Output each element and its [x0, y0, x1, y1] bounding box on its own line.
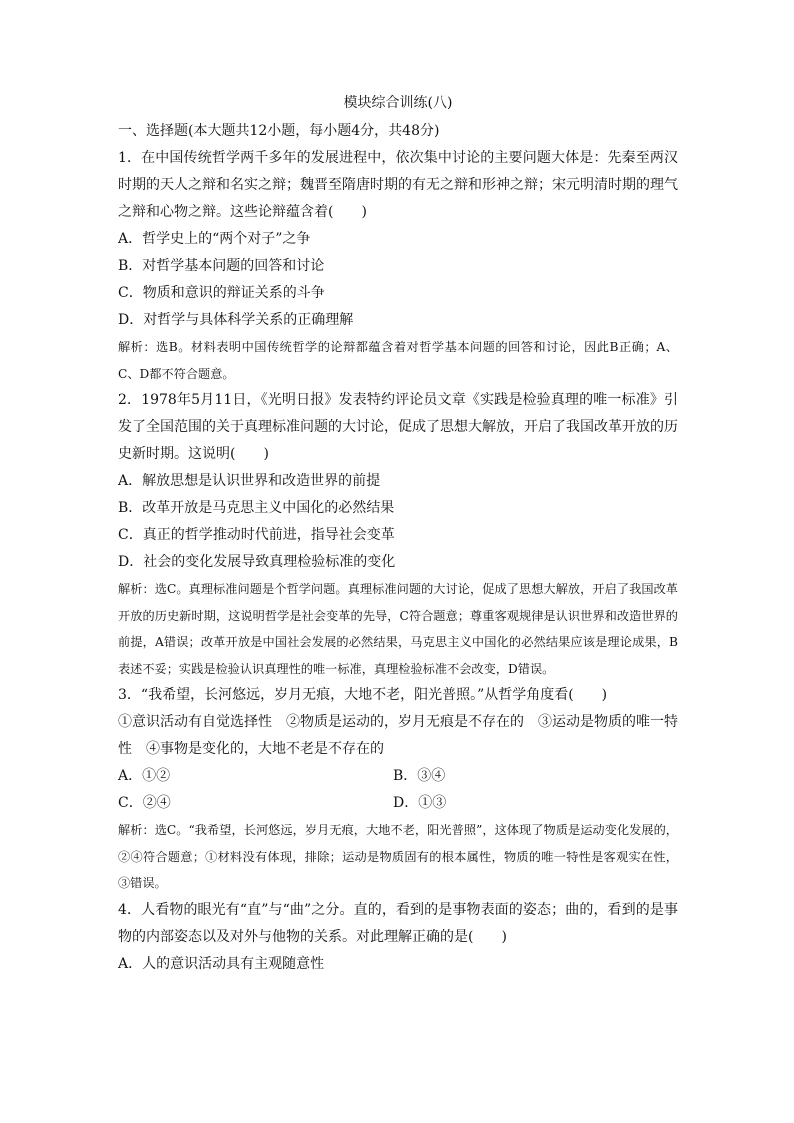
- question-3-options-row-1: [118, 763, 678, 790]
- question-2-option-c: C．真正的哲学推动时代前进，指导社会变革: [118, 527, 395, 543]
- question-3-explanation: 解析：选C。“我希望，长河悠远，岁月无痕，大地不老，阳光普照”，这体现了物质是运动变化发展的，②④符合题意；①材料没有体现，排除；运动是物质固有的根本属性，物质的唯一特性是客观实在性，③错误。: [118, 823, 678, 890]
- page-title: 模块综合训练(八): [343, 95, 453, 111]
- question-2-explanation: 解析：选C。真理标准问题是个哲学问题。真理标准问题的大讨论，促成了思想大解放，开启了我国改革开放的历史新时期，这说明哲学是社会变革的先导，C符合题意；尊重客观规律是认识世界和改造世界的前提，A错误；改革开放是中国社会发展的必然结果，马克思主义中国化的必然结果应该是理论成果，B表述不妥；实践是检验认识真理性的唯一标准，真理检验标准不会改变，D错误。: [118, 582, 678, 676]
- question-4-stem: 4．人看物的眼光有“直”与“曲”之分。直的，看到的是事物表面的姿态；曲的，看到的是事物的内部姿态以及对外与他物的关系。对此理解正确的是( ): [118, 901, 678, 945]
- question-2-option-d: D．社会的变化发展导致真理检验标准的变化: [118, 554, 396, 570]
- question-3-options-row-2: [118, 790, 678, 817]
- document-page: [118, 92, 678, 978]
- question-2-stem: 2．1978年5月11日，《光明日报》发表特约评论员文章《实践是检验真理的唯一标准》引发了全国范围的关于真理标准问题的大讨论，促成了思想大解放，开启了我国改革开放的历史新时期。这说明( ): [118, 392, 678, 462]
- question-2-option-a: A．解放思想是认识世界和改造世界的前提: [118, 473, 381, 489]
- question-3-stem: 3．“我希望，长河悠远，岁月无痕，大地不老，阳光普照。”从哲学角度看( ): [118, 687, 608, 703]
- question-4-option-a: A．人的意识活动具有主观随意性: [118, 955, 325, 972]
- question-1-explanation: 解析：选B。材料表明中国传统哲学的论辩都蕴含着对哲学基本问题的回答和讨论，因此B正确；A、C、D都不符合题意。: [118, 340, 678, 381]
- question-2-option-b: B．改革开放是马克思主义中国化的必然结果: [118, 500, 395, 516]
- section-heading: 一、选择题(本大题共12小题，每小题4分，共48分): [118, 123, 440, 139]
- question-1-option-c: C．物质和意识的辩证关系的斗争: [118, 285, 325, 301]
- question-1-option-b: B．对哲学基本问题的回答和讨论: [118, 258, 325, 274]
- question-1-option-d: D．对哲学与具体科学关系的正确理解: [118, 312, 354, 328]
- question-1-stem: 1．在中国传统哲学两千多年的发展进程中，依次集中讨论的主要问题大体是：先秦至两汉时期的天人之辩和名实之辩；魏晋至隋唐时期的有无之辩和形神之辩；宋元明清时期的理气之辩和心物之辩。这些论辩蕴含着( ): [118, 150, 678, 220]
- question-3-option-c: C．②④: [118, 795, 171, 811]
- question-3-option-a: A．①②: [118, 768, 171, 784]
- question-3-statements: ①意识活动有自觉选择性 ②物质是运动的，岁月无痕是不存在的 ③运动是物质的唯一特性 ④事物是变化的，大地不老是不存在的: [118, 714, 678, 757]
- question-1-option-a: A．哲学史上的“两个对子”之争: [118, 231, 311, 247]
- question-3-option-d: D．①③: [393, 795, 447, 811]
- question-3-option-b: B．③④: [393, 768, 446, 784]
